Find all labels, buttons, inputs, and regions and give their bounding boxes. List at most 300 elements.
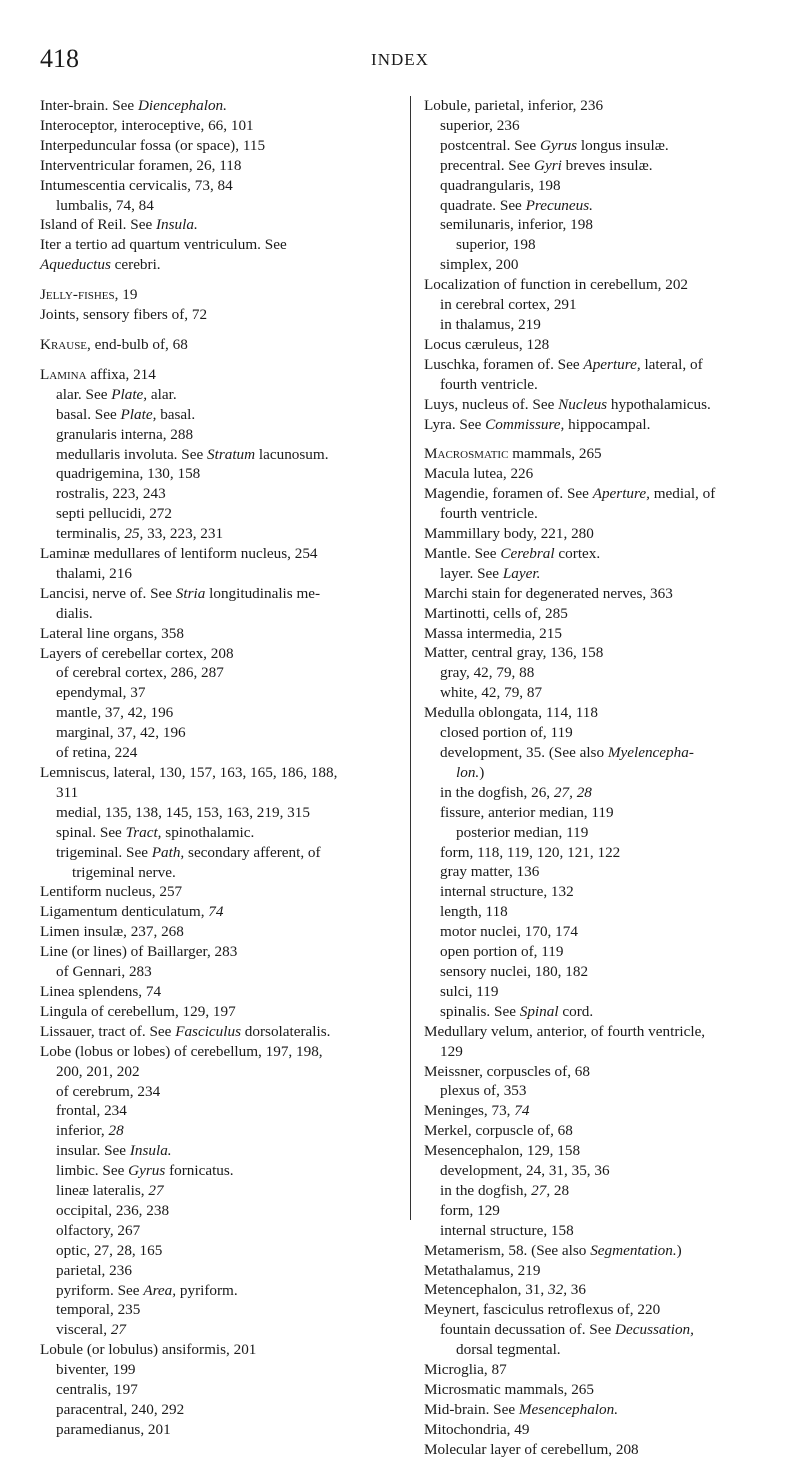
index-entry [40, 255, 392, 275]
entry-text: postcentral. See [440, 136, 540, 154]
entry-text: Metencephalon, 31, [424, 1281, 548, 1299]
entry-text: Locus cæruleus, 128 [424, 335, 550, 353]
index-entry [424, 1141, 774, 1161]
entry-text: paracentral, 240, 292 [56, 1401, 185, 1418]
entry-text: Interpeduncular fossa (or space), 115 [40, 136, 266, 154]
entry-text: Krause [40, 335, 88, 353]
index-entry [424, 564, 774, 584]
page-header [0, 44, 800, 76]
entry-text: Island of Reil. See [40, 216, 156, 234]
entry-text: Area, [143, 1281, 177, 1299]
index-entry [424, 1300, 774, 1320]
entry-text: basal. [156, 405, 196, 423]
index-entry [40, 425, 392, 445]
entry-text: Mitochondria, 49 [424, 1420, 530, 1438]
entry-text: mammals, 265 [508, 445, 602, 463]
entry-text: Commissure, [485, 415, 565, 433]
entry-text: sensory nuclei, 180, 182 [440, 962, 589, 980]
entry-text: 27, 28 [553, 783, 592, 801]
entry-text: Interventricular foramen, 26, 118 [40, 156, 242, 174]
index-entry [424, 1042, 774, 1062]
index-entry [424, 862, 774, 882]
entry-text: medial, 135, 138, 145, 153, 163, 219, 315 [56, 803, 310, 821]
index-entry [424, 484, 774, 504]
entry-text: Aperture, [592, 485, 650, 503]
entry-text: lumbalis, 74, 84 [56, 196, 154, 214]
entry-text: fornicatus. [165, 1162, 234, 1180]
entry-text: dorsal tegmental. [456, 1341, 561, 1359]
index-entry [40, 176, 392, 196]
entry-text: dialis. [56, 604, 93, 622]
entry-text: layer. See [440, 564, 503, 582]
entry-text: Joints, sensory fibers of, 72 [40, 306, 208, 324]
index-entry [40, 683, 392, 703]
index-entry [424, 215, 774, 235]
entry-text: development, 24, 31, 35, 36 [440, 1162, 610, 1180]
entry-text: mantle, 37, 42, 196 [56, 704, 174, 722]
entry-text: medial, of [649, 485, 716, 503]
entry-text: Segmentation. [590, 1241, 677, 1259]
entry-text: fountain decussation of. See [440, 1321, 616, 1339]
entry-text: 200, 201, 202 [56, 1062, 140, 1080]
entry-text: Lentiform nucleus, 257 [40, 883, 183, 901]
entry-text: ependymal, 37 [56, 684, 146, 702]
index-entry [424, 843, 774, 863]
index-entry [424, 235, 774, 255]
index-entry [40, 942, 392, 962]
index-entry [424, 803, 774, 823]
entry-text: quadrangularis, 198 [440, 176, 561, 194]
entry-text: Decussation, [615, 1321, 694, 1339]
index-entry [424, 763, 774, 783]
entry-text: Mesencephalon, 129, 158 [424, 1142, 581, 1160]
entry-text: Matter, central gray, 136, 158 [424, 644, 604, 662]
index-entry [424, 196, 774, 216]
index-entry [424, 703, 774, 723]
entry-text: secondary afferent, of [184, 843, 321, 861]
index-entry [424, 1380, 774, 1400]
entry-text: Meninges, 73, [424, 1102, 515, 1120]
index-entry [424, 1340, 774, 1360]
index-entry [40, 624, 392, 644]
entry-text: Medulla oblongata, 114, 118 [424, 704, 598, 722]
entry-text: Microglia, 87 [424, 1361, 507, 1379]
entry-text: quadrigemina, 130, 158 [56, 465, 201, 483]
index-entry [40, 1101, 392, 1121]
entry-text: quadrate. See [440, 196, 526, 214]
entry-text: of cerebrum, 234 [56, 1082, 161, 1100]
entry-text: Lateral line organs, 358 [40, 624, 184, 642]
index-entry [424, 1241, 774, 1261]
entry-text: 36 [566, 1281, 586, 1299]
entry-text: inferior, [56, 1122, 109, 1140]
entry-text: gray, 42, 79, 88 [440, 664, 535, 682]
entry-text: spinothalamic. [161, 823, 255, 841]
index-entry [40, 823, 392, 843]
entry-text: Line (or lines) of Baillarger, 283 [40, 943, 238, 961]
index-entry [40, 544, 392, 564]
entry-text: Lancisi, nerve of. See [40, 584, 176, 602]
index-entry [40, 215, 392, 235]
entry-text: cerebri. [110, 256, 161, 274]
entry-text: cord. [558, 1002, 594, 1020]
entry-text: precentral. See [440, 156, 535, 174]
index-entry [40, 663, 392, 683]
index-entry [40, 743, 392, 763]
index-entry [40, 1062, 392, 1082]
entry-text: superior, 236 [440, 116, 520, 134]
index-entry [424, 156, 774, 176]
index-entry [424, 255, 774, 275]
entry-text: granularis interna, 288 [56, 425, 194, 443]
entry-text: Mesencephalon. [518, 1400, 619, 1418]
index-entry [40, 982, 392, 1002]
index-entry [40, 843, 392, 863]
entry-text: septi pellucidi, 272 [56, 505, 172, 523]
entry-text: Lobule, parietal, inferior, 236 [424, 97, 604, 114]
entry-text: Limen insulæ, 237, 268 [40, 923, 184, 941]
index-entry [424, 116, 774, 136]
entry-text: spinal. See [56, 823, 126, 841]
entry-text: internal structure, 158 [440, 1221, 574, 1239]
index-entry [40, 1380, 392, 1400]
index-entry [424, 1400, 774, 1420]
entry-text: Inter-brain. See [40, 97, 138, 114]
entry-text: Merkel, corpuscle of, 68 [424, 1122, 573, 1140]
entry-text: affixa, 214 [86, 365, 156, 383]
index-entry [40, 1022, 392, 1042]
index-entry [424, 1081, 774, 1101]
index-entry [40, 305, 392, 325]
section-gap [40, 325, 392, 335]
index-entry [424, 1440, 774, 1460]
index-entry [424, 1360, 774, 1380]
entry-text: 311 [56, 783, 79, 801]
entry-text: in the dogfish, [440, 1181, 532, 1199]
index-entry [424, 96, 774, 116]
entry-text: Stria [175, 584, 206, 602]
entry-text: closed portion of, 119 [440, 724, 573, 742]
entry-text: Magendie, foramen of. See [424, 485, 593, 503]
entry-text: Ligamentum denticulatum, [40, 903, 209, 921]
entry-text: Stratum [207, 445, 256, 463]
entry-text: in cerebral cortex, 291 [440, 296, 577, 314]
entry-text: lineæ lateralis, [56, 1182, 149, 1200]
entry-text: longus insulæ. [577, 136, 669, 154]
index-entry [40, 564, 392, 584]
index-entry [40, 1340, 392, 1360]
index-entry [40, 156, 392, 176]
index-entry [424, 624, 774, 644]
entry-text: 27, [531, 1181, 551, 1199]
entry-text: 74 [514, 1102, 530, 1120]
entry-text: Layer. [502, 564, 541, 582]
entry-text: Meynert, fasciculus retroflexus of, 220 [424, 1301, 661, 1319]
entry-text: open portion of, 119 [440, 943, 564, 961]
index-entry [40, 196, 392, 216]
index-entry [40, 524, 392, 544]
index-entry [40, 1281, 392, 1301]
index-entry [424, 1121, 774, 1141]
index-entry [40, 882, 392, 902]
entry-text: white, 42, 79, 87 [440, 684, 543, 702]
entry-text: Iter a tertio ad quartum ventriculum. See [40, 236, 287, 254]
index-entry [424, 444, 774, 464]
index-entry [424, 663, 774, 683]
index-entry [424, 1022, 774, 1042]
entry-text: spinalis. See [440, 1002, 520, 1020]
entry-text: lon. [456, 763, 480, 781]
entry-text: Metamerism, 58. (See also [424, 1241, 591, 1259]
entry-text: form, 129 [440, 1201, 500, 1219]
index-entry [424, 395, 774, 415]
entry-text: 25, [124, 525, 144, 543]
index-entry [40, 1221, 392, 1241]
index-entry [424, 1280, 774, 1300]
entry-text: Precuneus. [525, 196, 593, 214]
index-entry [40, 1042, 392, 1062]
entry-text: marginal, 37, 42, 196 [56, 724, 186, 742]
entry-text: cortex. [554, 544, 601, 562]
index-entry [40, 922, 392, 942]
index-entry [424, 1201, 774, 1221]
entry-text: fourth ventricle. [440, 375, 538, 393]
entry-text: hippocampal. [564, 415, 651, 433]
index-entry [424, 335, 774, 355]
index-entry [424, 962, 774, 982]
index-entry [40, 1002, 392, 1022]
index-entry [424, 604, 774, 624]
index-entry [424, 922, 774, 942]
entry-text: breves insulæ. [561, 156, 653, 174]
entry-text: temporal, 235 [56, 1301, 141, 1319]
entry-text: Myelencepha- [607, 744, 694, 761]
index-entry [40, 1121, 392, 1141]
index-entry [424, 902, 774, 922]
entry-text: ) [479, 763, 485, 781]
entry-text: parietal, 236 [56, 1261, 132, 1279]
entry-text: ) [676, 1241, 682, 1259]
entry-text: Lissauer, tract of. See [40, 1022, 176, 1040]
entry-text: trigeminal. See [56, 843, 152, 861]
entry-text: Meissner, corpuscles of, 68 [424, 1062, 590, 1080]
index-column-right [424, 96, 774, 1460]
entry-text: , end-bulb of, 68 [87, 335, 188, 353]
entry-text: Insula. [156, 216, 198, 234]
index-entry [40, 385, 392, 405]
page-title: INDEX [371, 50, 429, 69]
entry-text: frontal, 234 [56, 1102, 127, 1120]
index-entry [40, 1181, 392, 1201]
index-entry [40, 902, 392, 922]
entry-text: 32, [548, 1281, 567, 1299]
index-entry [424, 544, 774, 564]
index-entry [40, 96, 392, 116]
entry-text: occipital, 236, 238 [56, 1201, 170, 1219]
entry-text: Cerebral [500, 544, 555, 562]
entry-text: of retina, 224 [56, 744, 138, 762]
index-entry [40, 484, 392, 504]
index-entry [424, 982, 774, 1002]
entry-text: 28 [550, 1181, 570, 1199]
index-entry [40, 703, 392, 723]
entry-text: Fasciculus [175, 1022, 241, 1040]
index-entry [424, 504, 774, 524]
entry-text: longitudinalis me- [205, 584, 321, 602]
index-entry [40, 962, 392, 982]
index-entry [424, 1161, 774, 1181]
entry-text: Massa intermedia, 215 [424, 624, 562, 642]
entry-text: Martinotti, cells of, 285 [424, 604, 568, 622]
entry-text: in the dogfish, 26, [440, 783, 554, 801]
entry-text: Plate, [111, 385, 148, 403]
entry-text: lacunosum. [255, 445, 329, 463]
entry-text: Molecular layer of cerebellum, 208 [424, 1440, 639, 1458]
entry-text: Medullary velum, anterior, of fourth ventricle, [424, 1022, 706, 1040]
index-entry [424, 882, 774, 902]
index-entry [40, 464, 392, 484]
index-entry [40, 1241, 392, 1261]
entry-text: Marchi stain for degenerated nerves, 363 [424, 584, 673, 602]
entry-text: development, 35. (See also [440, 744, 608, 761]
entry-text: terminalis, [56, 525, 125, 543]
entry-text: Intumescentia cervicalis, 73, 84 [40, 176, 233, 194]
index-entry [424, 355, 774, 375]
index-entry [40, 116, 392, 136]
entry-text: Lingula of cerebellum, 129, 197 [40, 1002, 236, 1020]
index-entry [40, 235, 392, 255]
entry-text: gray matter, 136 [440, 863, 540, 881]
entry-text: lateral, of [640, 355, 703, 373]
section-gap [40, 275, 392, 285]
entry-text: trigeminal nerve. [72, 863, 176, 881]
entry-text: olfactory, 267 [56, 1221, 141, 1239]
index-entry [424, 743, 774, 763]
entry-text: 129 [440, 1042, 463, 1060]
entry-text: Gyri [534, 156, 562, 174]
entry-text: Path, [151, 843, 185, 861]
index-entry [424, 783, 774, 803]
entry-text: Nucleus [558, 395, 608, 413]
index-entry [40, 644, 392, 664]
entry-text: alar. [147, 385, 177, 403]
entry-text: semilunaris, inferior, 198 [440, 216, 593, 234]
index-entry [40, 1201, 392, 1221]
entry-text: Lobe (lobus or lobes) of cerebellum, 197, 198, [40, 1042, 323, 1060]
entry-text: posterior median, 119 [456, 823, 589, 841]
entry-text: of cerebral cortex, 286, 287 [56, 664, 224, 682]
index-entry [424, 1062, 774, 1082]
entry-text: Luschka, foramen of. See [424, 355, 584, 373]
index-entry [40, 504, 392, 524]
index-entry [40, 1320, 392, 1340]
entry-text: optic, 27, 28, 165 [56, 1241, 163, 1259]
entry-text: motor nuclei, 170, 174 [440, 923, 578, 941]
entry-text: plexus of, 353 [440, 1082, 527, 1100]
index-entry [424, 1002, 774, 1022]
entry-text: centralis, 197 [56, 1381, 138, 1399]
entry-text: , 19 [114, 286, 138, 304]
entry-text: Lobule (or lobulus) ansiformis, 201 [40, 1341, 257, 1359]
index-entry [40, 405, 392, 425]
entry-text: Gyrus [539, 136, 578, 154]
entry-text: Jelly-fishes [40, 286, 115, 304]
index-entry [424, 683, 774, 703]
index-entry [40, 1141, 392, 1161]
entry-text: 74 [208, 903, 224, 921]
index-entry [424, 464, 774, 484]
index-entry [40, 335, 392, 355]
entry-text: in thalamus, 219 [440, 315, 541, 333]
entry-text: Lyra. See [424, 415, 486, 433]
index-entry [40, 1082, 392, 1102]
index-entry [424, 1420, 774, 1440]
entry-text: form, 118, 119, 120, 121, 122 [440, 843, 621, 861]
index-entry [40, 1261, 392, 1281]
index-entry [40, 365, 392, 385]
index-entry [40, 445, 392, 465]
index-entry [40, 723, 392, 743]
entry-text: Luys, nucleus of. See [424, 395, 559, 413]
column-divider [410, 96, 411, 1220]
entry-text: limbic. See [56, 1162, 129, 1180]
entry-text: Insula. [129, 1142, 172, 1160]
entry-text: pyriform. [176, 1281, 238, 1299]
entry-text: Interoceptor, interoceptive, 66, 101 [40, 116, 254, 134]
entry-text: basal. See [56, 405, 121, 423]
index-entry [424, 524, 774, 544]
index-entry [424, 1261, 774, 1281]
entry-text: pyriform. See [56, 1281, 144, 1299]
entry-text: biventer, 199 [56, 1361, 136, 1379]
section-gap [40, 355, 392, 365]
index-entry [424, 1181, 774, 1201]
entry-text: thalami, 216 [56, 564, 132, 582]
entry-text: Localization of function in cerebellum, 202 [424, 276, 689, 294]
index-entry [40, 1360, 392, 1380]
entry-text: Lemniscus, lateral, 130, 157, 163, 165, 186, 188, [40, 764, 338, 781]
index-entry [40, 584, 392, 604]
entry-text: alar. See [56, 385, 112, 403]
index-entry [424, 295, 774, 315]
entry-text: medullaris involuta. See [56, 445, 207, 463]
index-entry [40, 763, 392, 783]
entry-text: Tract, [125, 823, 162, 841]
entry-text: Aperture, [583, 355, 641, 373]
entry-text: sulci, 119 [440, 982, 499, 1000]
index-entry [40, 136, 392, 156]
entry-text: Spinal [519, 1002, 559, 1020]
index-entry [40, 285, 392, 305]
index-entry [424, 643, 774, 663]
index-entry [40, 1161, 392, 1181]
entry-text: Mantle. See [424, 544, 501, 562]
section-gap [424, 434, 774, 444]
index-entry [424, 136, 774, 156]
entry-text: hypothalamicus. [607, 395, 711, 413]
index-entry [40, 803, 392, 823]
entry-text: Linea splendens, 74 [40, 982, 162, 1000]
index-entry [40, 1420, 392, 1440]
entry-text: Metathalamus, 219 [424, 1261, 541, 1279]
entry-text: Layers of cerebellar cortex, 208 [40, 644, 234, 662]
index-entry [424, 415, 774, 435]
index-entry [424, 584, 774, 604]
entry-text: dorsolateralis. [241, 1022, 331, 1040]
entry-text: Mammillary body, 221, 280 [424, 525, 594, 543]
entry-text: 33, 223, 231 [143, 525, 224, 543]
entry-text: Diencephalon. [137, 97, 227, 114]
